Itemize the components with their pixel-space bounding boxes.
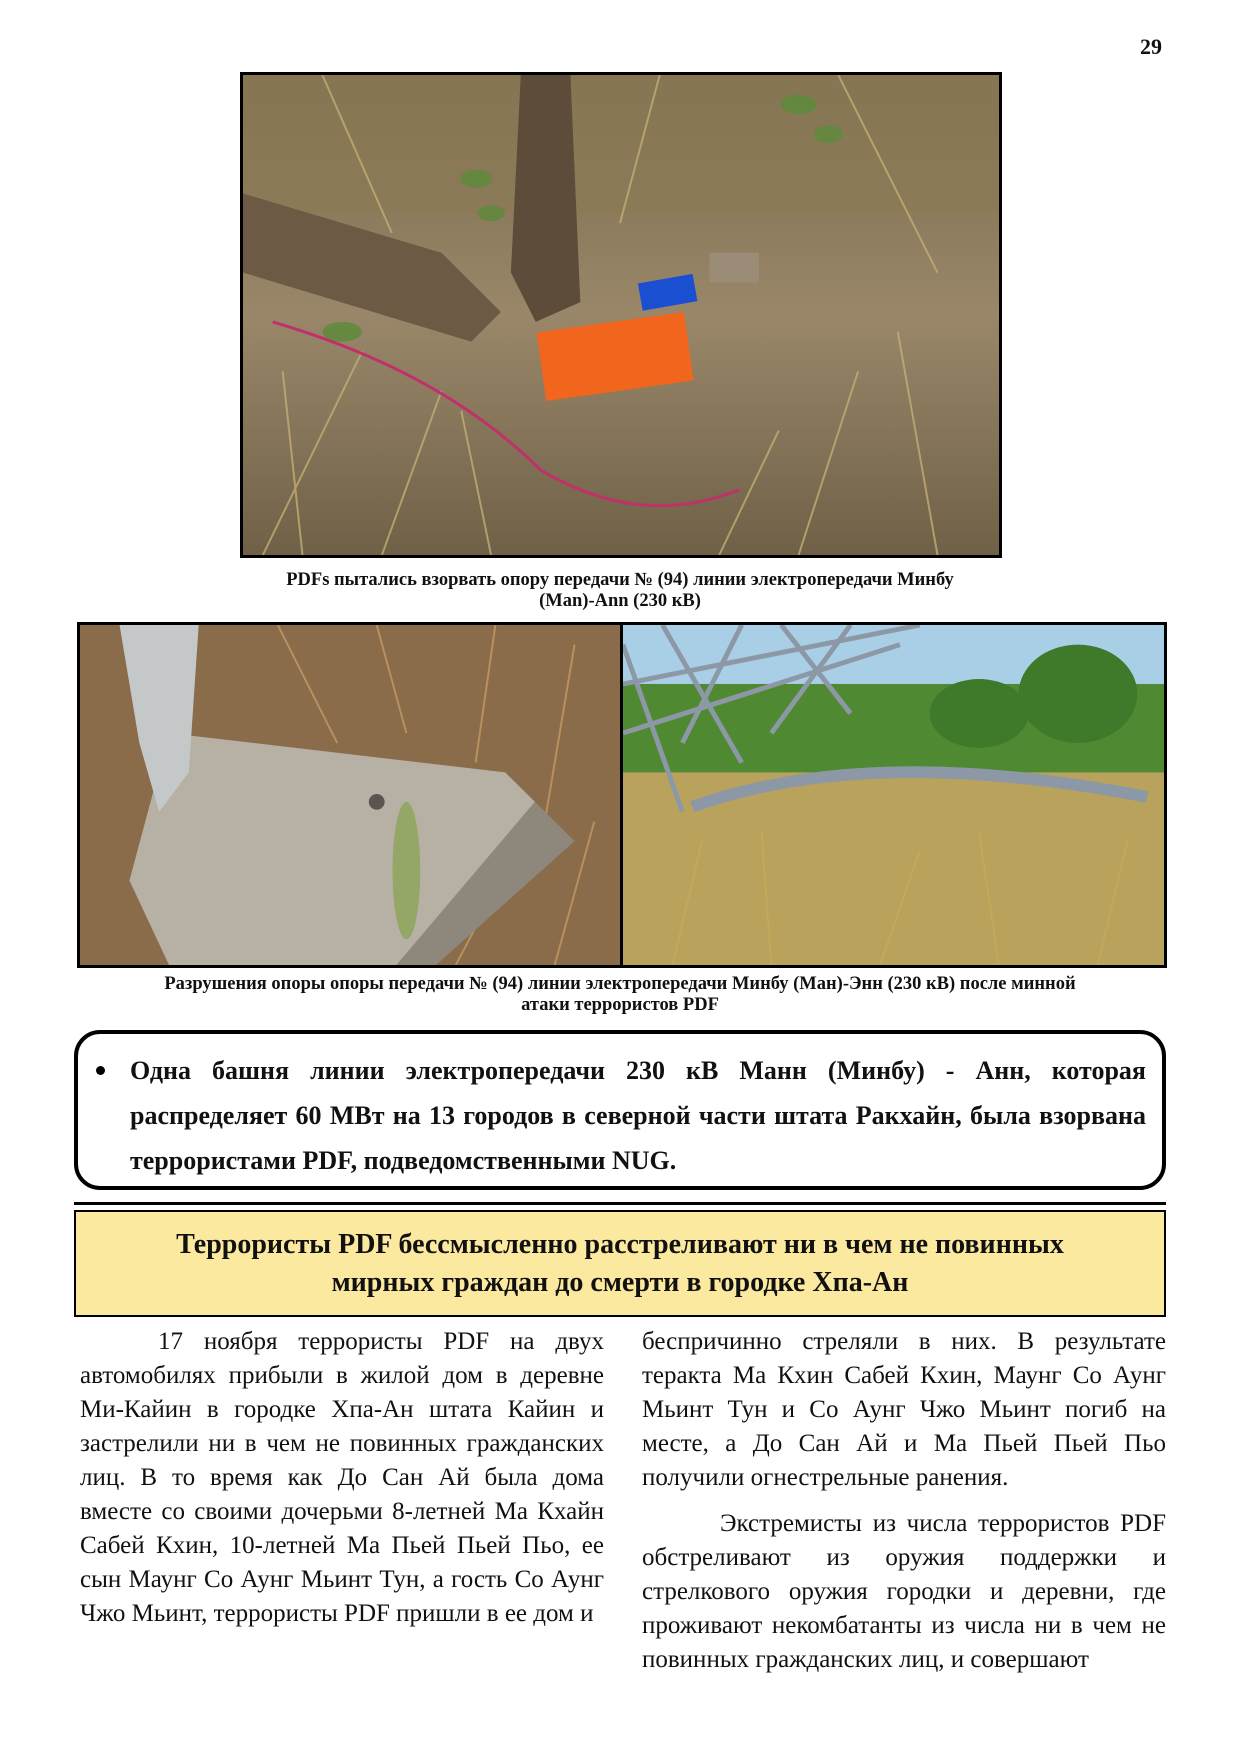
article-paragraph: беспричинно стреляли в них. В результате теракта Ма Кхин Сабей Кхин, Маунг Со Аунг Мьинт Тун и Со Аунг Чжо Мьинт погиб на месте, а До Сан Ай и Ма Пьей Пьей Пьо получили огнестрельные ранения. — [642, 1328, 1166, 1491]
figure1-caption-line1: PDFs пытались взорвать опору передачи № (94) линии электропередачи Минбу — [286, 570, 954, 590]
bullet-icon — [96, 1066, 105, 1075]
photo-collapsed-tower — [620, 622, 1167, 968]
highlight-box — [74, 1030, 1166, 1190]
article-paragraph: Экстремисты из числа террористов PDF обстреливают из оружия поддержки и стрелкового оружия городки и деревни, где проживают некомбатанты из числа ни в чем не повинных гражданских лиц, и совершают — [642, 1510, 1166, 1673]
section-heading — [74, 1202, 1166, 1320]
highlight-text: Одна башня линии электропередачи 230 кВ Манн (Минбу) - Анн, которая распределяет 60 МВт на 13 городов в северной части штата Ракхайн, была взорвана террористами PDF, подведомственными NUG. — [130, 1056, 1146, 1175]
section-heading-line1: Террористы PDF бессмысленно расстреливают ни в чем не повинных — [176, 1228, 1064, 1260]
article-column-left — [80, 1325, 604, 1631]
article-column-right — [642, 1325, 1166, 1677]
photo-explosive-device-graphic — [243, 75, 999, 555]
section-heading-box — [74, 1210, 1166, 1317]
figure2-caption — [80, 974, 1160, 1016]
photo-collapsed-tower-graphic — [623, 625, 1164, 965]
figure2-caption-line1: Разрушения опоры опоры передачи № (94) линии электропередачи Минбу (Ман)-Энн (230 кВ) после минной — [164, 974, 1076, 994]
page-number: 29 — [1140, 34, 1162, 59]
figure1-caption — [90, 570, 1150, 612]
article-paragraph: 17 ноября террористы PDF на двух автомобилях прибыли в жилой дом в деревне Ми-Кайин в городке Хпа-Ан штата Кайин и застрелили ни в чем не повинных гражданских лиц. В то время как До Сан Ай была дома вместе со своими дочерьми 8-летней Ма Кхайн Сабей Кхин, 10-летней Ма Пьей Пьей Пьо, ее сын Маунг Со Аунг Мьинт Тун, а гость Со Аунг Чжо Мьинт, террористы PDF пришли в ее дом и — [80, 1328, 604, 1627]
photo-explosive-device — [240, 72, 1002, 558]
photo-damaged-foundation-graphic — [80, 625, 621, 965]
figure1-caption-line2: (Man)-Ann (230 кВ) — [539, 591, 701, 611]
photo-damaged-foundation — [77, 622, 624, 968]
section-heading-line2: мирных граждан до смерти в городке Хпа-Ан — [331, 1266, 909, 1298]
figure2-caption-line2: атаки террористов PDF — [521, 995, 719, 1015]
